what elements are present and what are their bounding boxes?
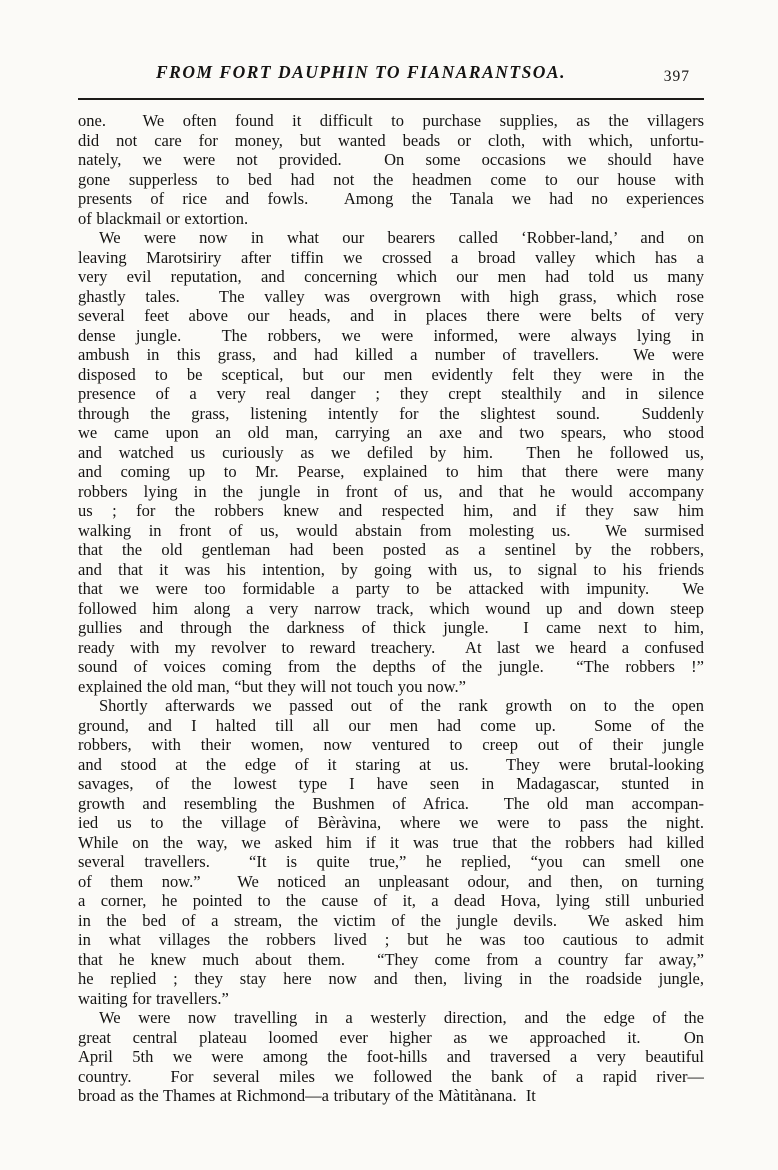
page-container (78, 0, 704, 1106)
text-line: country. For several miles we followed the bank of a rapid river— (78, 1066, 704, 1086)
text-line: in what villages the robbers lived ; but he was too cautious to admit (78, 930, 704, 949)
text-line: gone supperless to bed had not the headmen come to our house with (78, 169, 704, 189)
text-line: of them now.” We noticed an unpleasant odour, and then, on turning (78, 871, 704, 891)
paragraph (78, 111, 704, 228)
page-header (78, 62, 704, 90)
text-line: that he knew much about them. “They come from a country far away,” (78, 949, 704, 969)
text-line: April 5th we were among the foot-hills and traversed a very beautiful (78, 1047, 704, 1066)
text-line: While on the way, we asked him if it was true that the robbers had killed (78, 832, 704, 852)
text-line: he replied ; they stay here now and then, living in the roadside jungle, (78, 969, 704, 988)
text-line: growth and resembling the Bushmen of Africa. The old man accompan- (78, 793, 704, 813)
text-line: us ; for the robbers knew and respected him, and if they saw him (78, 501, 704, 520)
text-line: followed him along a very narrow track, which wound up and down steep (78, 598, 704, 618)
header-rule (78, 98, 704, 100)
text-line: ground, and I halted till all our men had come up. Some of the (78, 715, 704, 735)
running-title: FROM FORT DAUPHIN TO FIANARANTSOA. (156, 62, 566, 82)
text-line: waiting for travellers.” (78, 988, 229, 1008)
text-line: of blackmail or extortion. (78, 208, 249, 228)
text-line: ambush in this grass, and had killed a number of travellers. We were (78, 345, 704, 364)
text-line: that the old gentleman had been posted as a sentinel by the robbers, (78, 540, 704, 559)
paragraph (78, 228, 704, 696)
text-line: savages, of the lowest type I have seen in Madagascar, stunted in (78, 774, 704, 793)
text-line: dense jungle. The robbers, we were informed, were always lying in (78, 325, 704, 345)
text-line: presents of rice and fowls. Among the Tanala we had no experiences (78, 189, 704, 208)
text-line: ready with my revolver to reward treachery. At last we heard a confused (78, 637, 704, 657)
text-line: very evil reputation, and concerning which our men had told us many (78, 267, 704, 286)
text-line: presence of a very real danger ; they crept stealthily and in silence (78, 384, 704, 403)
text-line: nately, we were not provided. On some occasions we should have (78, 150, 704, 169)
text-line: robbers lying in the jungle in front of us, and that he would accompany (78, 481, 704, 501)
text-line: we came upon an old man, carrying an axe and two spears, who stood (78, 423, 704, 442)
page-body (78, 111, 704, 1106)
text-line: that we were too formidable a party to be attacked with impunity. We (78, 579, 704, 598)
text-line: one. We often found it difficult to purchase supplies, as the villagers (78, 111, 704, 130)
text-line: and coming up to Mr. Pearse, explained to him that there were many (78, 462, 704, 481)
paragraph (78, 696, 704, 1008)
text-line: great central plateau loomed ever higher as we approached it. On (78, 1027, 704, 1047)
text-line: several feet above our heads, and in places there were belts of very (78, 306, 704, 325)
text-line: ied us to the village of Bèràvina, where we were to pass the night. (78, 813, 704, 832)
text-line: We were now in what our bearers called ‘Robber-land,’ and on (99, 228, 704, 247)
text-line: gullies and through the darkness of thick jungle. I came next to him, (78, 618, 704, 637)
text-line: broad as the Thames at Richmond—a tributary of the Màtitànana. It (78, 1086, 536, 1105)
text-line: disposed to be sceptical, but our men evidently felt they were in the (78, 364, 704, 384)
text-line: walking in front of us, would abstain from molesting us. We surmised (78, 520, 704, 540)
text-line: several travellers. “It is quite true,” he replied, “you can smell one (78, 852, 704, 871)
text-line: sound of voices coming from the depths of the jungle. “The robbers !” (78, 657, 704, 676)
paragraph (78, 1008, 704, 1106)
page-number: 397 (663, 68, 690, 85)
text-line: robbers, with their women, now ventured to creep out of their jungle (78, 735, 704, 754)
text-line: through the grass, listening intently for the slightest sound. Suddenly (78, 403, 704, 423)
text-line: ghastly tales. The valley was overgrown with high grass, which rose (78, 286, 704, 306)
text-line: Shortly afterwards we passed out of the rank growth on to the open (99, 696, 704, 715)
text-line: a corner, he pointed to the cause of it, a dead Hova, lying still unburied (78, 891, 704, 910)
text-line: and stood at the edge of it staring at us. They were brutal-looking (78, 754, 704, 774)
text-line: and watched us curiously as we defiled by him. Then he followed us, (78, 442, 704, 462)
text-line: did not care for money, but wanted beads or cloth, with which, unfortu- (78, 130, 704, 150)
text-line: explained the old man, “but they will not touch you now.” (78, 676, 466, 696)
text-line: in the bed of a stream, the victim of the jungle devils. We asked him (78, 910, 704, 930)
text-line: leaving Marotsiriry after tiffin we crossed a broad valley which has a (78, 247, 704, 267)
text-line: and that it was his intention, by going with us, to signal to his friends (78, 559, 704, 579)
text-line: We were now travelling in a westerly direction, and the edge of the (99, 1008, 704, 1027)
